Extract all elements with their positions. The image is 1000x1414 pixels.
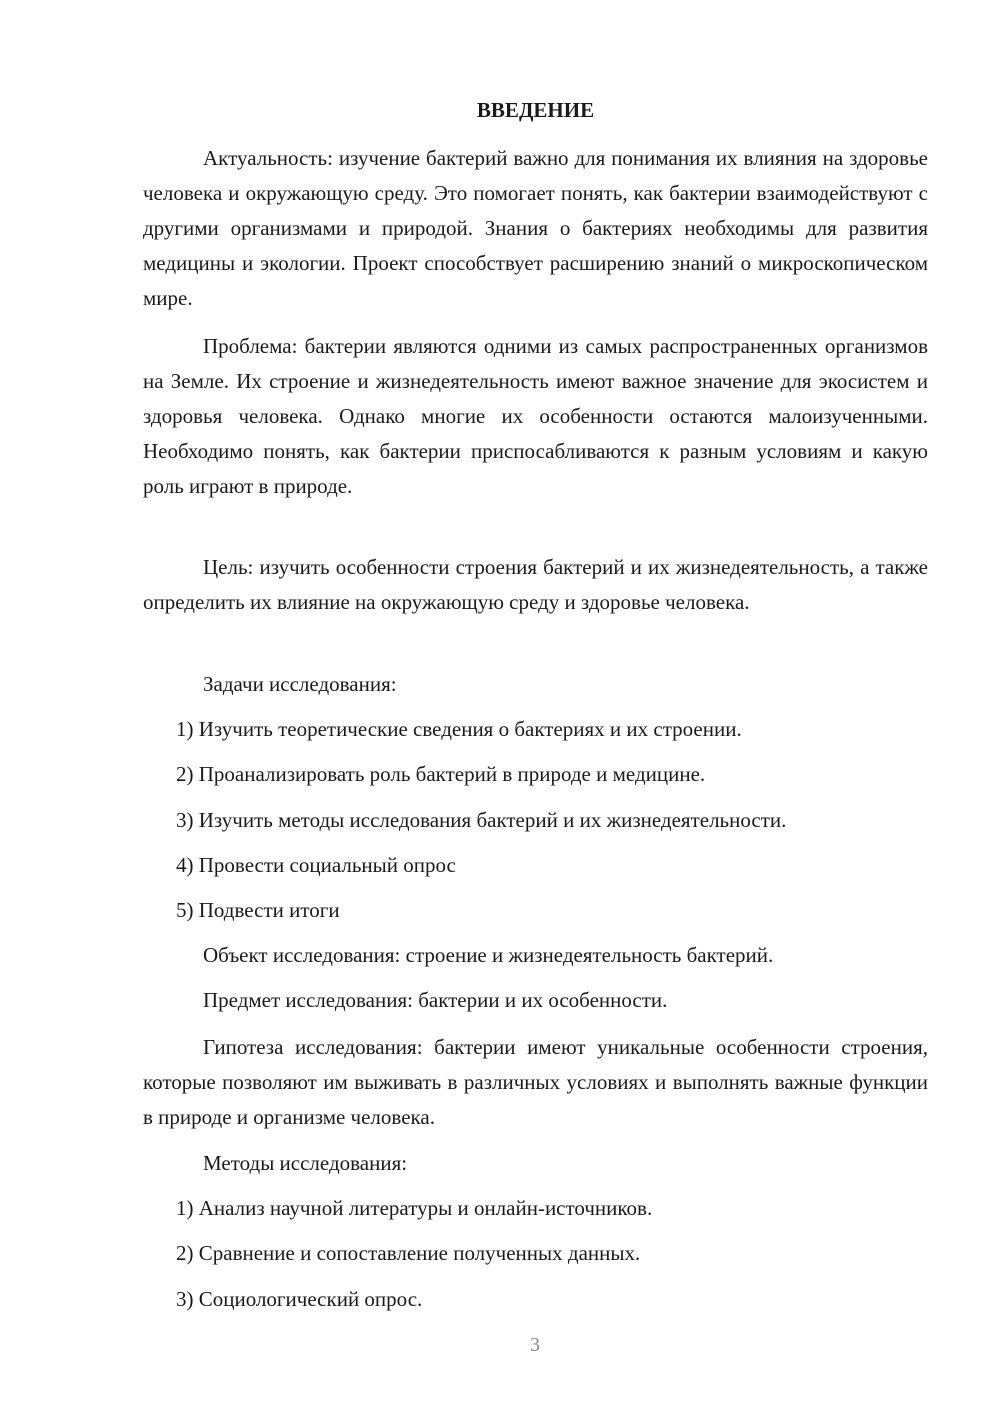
method-item: 1) Анализ научной литературы и онлайн-источников. xyxy=(176,1196,653,1220)
page-number: 3 xyxy=(530,1334,540,1356)
problem-paragraph: Проблема: бактерии являются одними из самых распространенных организмов на Земле. Их строение и жизнедеятельность имеют важное значение для экосистем и здоровья человека. Однако многие их особенности остаются малоизученными. Необходимо понять, как бактерии приспосабливаются к разным условиям и какую роль играют в природе. xyxy=(143,334,928,498)
tasks-heading: Задачи исследования: xyxy=(203,672,397,696)
method-item: 3) Социологический опрос. xyxy=(176,1287,423,1311)
hypothesis-paragraph: Гипотеза исследования: бактерии имеют уникальные особенности строения, которые позволяют им выживать в различных условиях и выполнять важные функции в природе и организме человека. xyxy=(143,1035,928,1129)
object-paragraph: Объект исследования: строение и жизнедеятельность бактерий. xyxy=(203,943,774,967)
task-item: 5) Подвести итоги xyxy=(176,898,340,922)
subject-paragraph: Предмет исследования: бактерии и их особенности. xyxy=(203,988,668,1012)
task-item: 1) Изучить теоретические сведения о бактериях и их строении. xyxy=(176,717,742,741)
task-item: 3) Изучить методы исследования бактерий и их жизнедеятельности. xyxy=(176,808,787,832)
page-title: ВВЕДЕНИЕ xyxy=(476,98,595,122)
task-item: 4) Провести социальный опрос xyxy=(176,853,456,877)
goal-paragraph: Цель: изучить особенности строения бактерий и их жизнедеятельность, а также определить их влияние на окружающую среду и здоровье человека. xyxy=(143,555,928,614)
task-item: 2) Проанализировать роль бактерий в природе и медицине. xyxy=(176,762,706,786)
relevance-paragraph: Актуальность: изучение бактерий важно для понимания их влияния на здоровье человека и окружающую среду. Это помогает понять, как бактерии взаимодействуют с другими организмами и природой. Знания о бактериях необходимы для развития медицины и экологии. Проект способствует расширению знаний о микроскопическом мире. xyxy=(143,146,928,310)
methods-heading: Методы исследования: xyxy=(203,1151,408,1175)
method-item: 2) Сравнение и сопоставление полученных данных. xyxy=(176,1241,641,1265)
